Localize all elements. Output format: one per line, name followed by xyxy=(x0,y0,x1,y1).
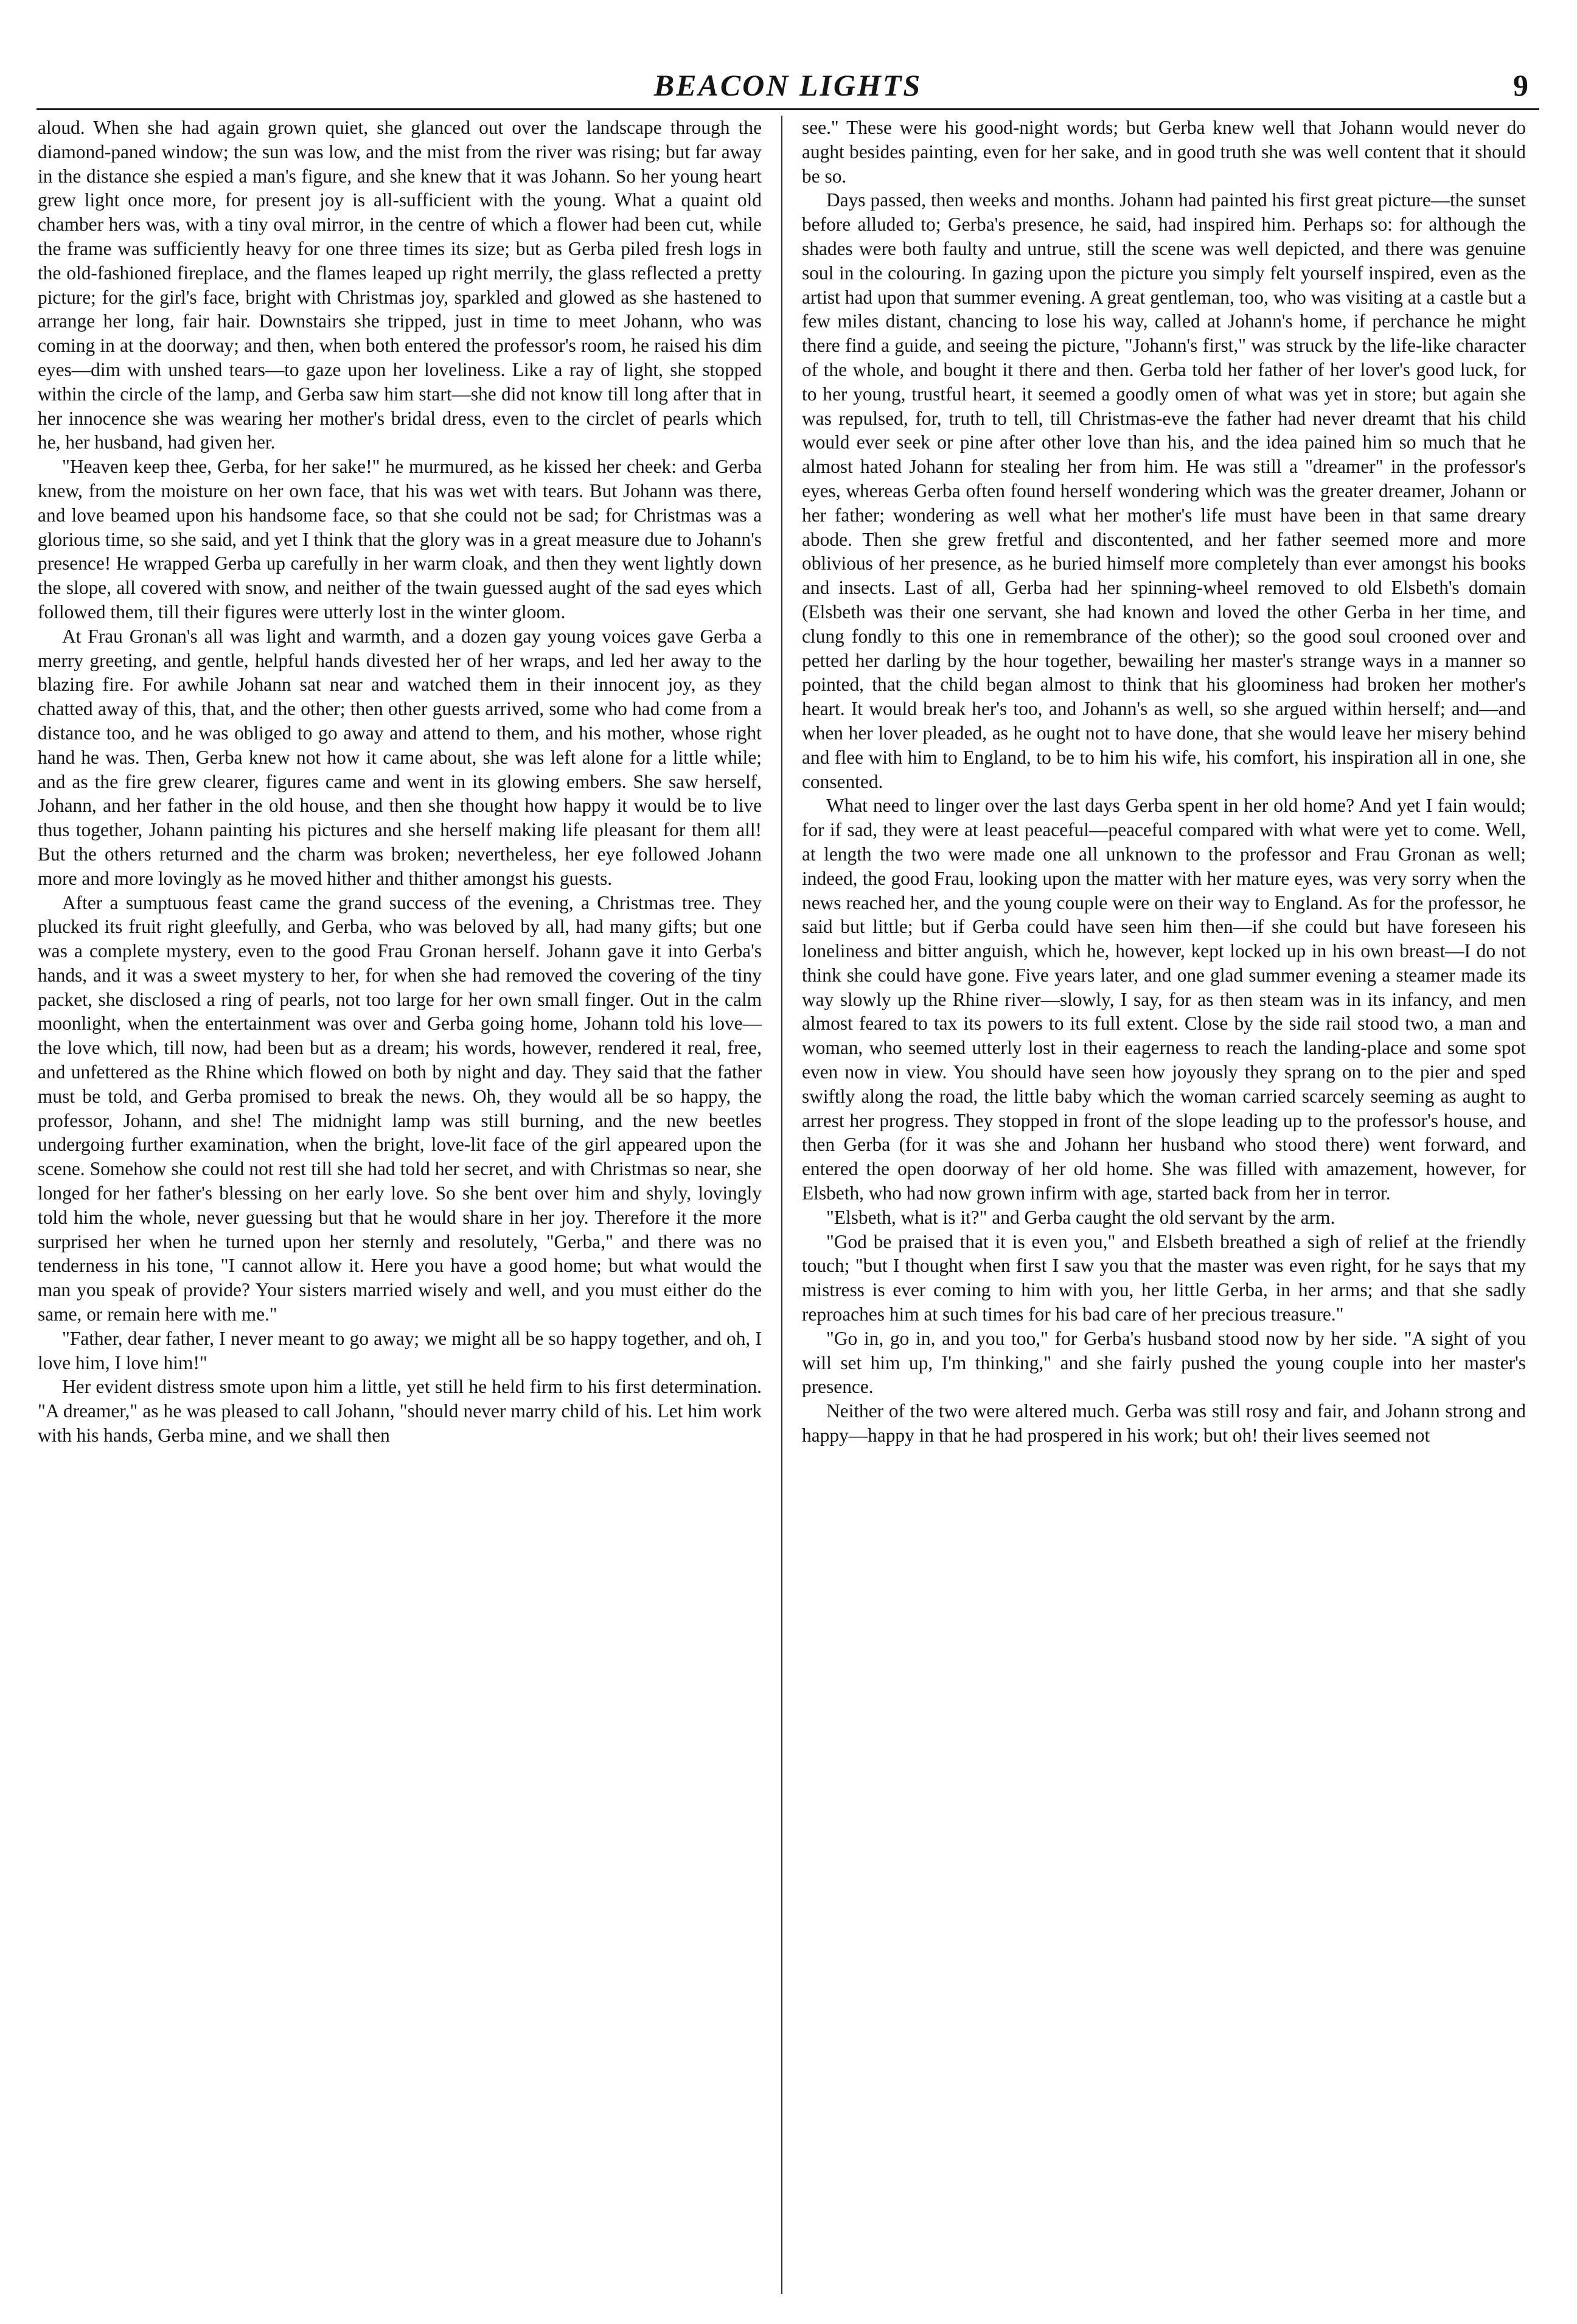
page-header xyxy=(37,67,1539,106)
paragraph: aloud. When she had again grown quiet, she glanced out over the landscape through the diamond-paned window; the sun was low, and the mist from the river was rising; but far away in the distance she espied a man's figure, and she knew that it was Johann. So her young heart grew light once more, for present joy is all-sufficient with the young. What a quaint old chamber hers was, with a tiny oval mirror, in the centre of which a flower had been cut, while the frame was sufficiently heavy for one three times its size; but as Gerba piled fresh logs in the old-fashioned fireplace, and the flames leaped up right merrily, the glass reflected a pretty picture; for the girl's face, bright with Christmas joy, sparkled and glowed as she hastened to arrange her long, fair hair. Downstairs she tripped, just in time to meet Johann, who was coming in at the doorway; and then, when both entered the professor's room, he raised his dim eyes—dim with unshed tears—to gaze upon her loveliness. Like a ray of light, she stopped within the circle of the lamp, and Gerba saw him start—she did not know till long after that in her innocence she was wearing her mother's bridal dress, even to the circlet of pearls which he, her husband, had given her. xyxy=(38,117,762,453)
left-column xyxy=(38,116,762,2306)
paragraph: Neither of the two were altered much. Gerba was still rosy and fair, and Johann strong and happy—happy in that he had prospered in his work; but oh! their lives seemed not xyxy=(802,1400,1526,1446)
paragraph: Her evident distress smote upon him a little, yet still he held firm to his first determination. "A dreamer," as he was pleased to call Johann, "should never marry child of his. Let him work with his hands, Gerba mine, and we shall then xyxy=(38,1376,762,1446)
paragraph: "Father, dear father, I never meant to go away; we might all be so happy together, and oh, I love him, I love him!" xyxy=(38,1327,762,1373)
right-column xyxy=(802,116,1526,2306)
paragraph: "Go in, go in, and you too," for Gerba's husband stood now by her side. "A sight of you will set him up, I'm thinking," and she fairly pushed the young couple into her master's presence. xyxy=(802,1327,1526,1398)
paragraph: "Heaven keep thee, Gerba, for her sake!" he murmured, as he kissed her cheek: and Gerba knew, from the moisture on her own face, that his was wet with tears. But Johann was there, and love beamed upon his handsome face, so that she could not be sad; for Christmas was a glorious time, so she said, and yet I think that the glory was in a great measure due to Johann's presence! He wrapped Gerba up carefully in her warm cloak, and then they went lightly down the slope, all covered with snow, and neither of the twain guessed aught of the sad eyes which followed them, till their figures were utterly lost in the winter gloom. xyxy=(38,456,762,623)
running-title: BEACON LIGHTS xyxy=(653,68,922,102)
paragraph: "Elsbeth, what is it?" and Gerba caught the old servant by the arm. xyxy=(826,1206,1335,1228)
paragraph: What need to linger over the last days Gerba spent in her old home? And yet I fain would; for if sad, they were at least peaceful—peaceful compared with what were yet to come. Well, at length the two were made one all unknown to the professor and Frau Gronan as well; indeed, the good Frau, looking upon the matter with her mature eyes, was very sorry when the news reached her, and the young couple were on their way to England. As for the professor, he said but little; but if Gerba could have seen him then—if she could but have foreseen his loneliness and bitter anguish, which he, however, kept locked up in his own breast—I do not think she could have gone. Five years later, and one glad summer evening a steamer made its way slowly up the Rhine river—slowly, I say, for as then steam was in its infancy, and men almost feared to tax its powers to its full extent. Close by the side rail stood two, a man and woman, who seemed utterly lost in their eagerness to reach the landing-place and some spot even now in view. You should have seen how joyously they sprang on to the pier and sped swiftly along the road, the little baby which the woman carried scarcely seeming as aught to arrest her progress. They stopped in front of the slope leading up to the professor's house, and then Gerba (for it was she and Johann her husband who stood there) went forward, and entered the open doorway of her old home. She was filled with amazement, however, for Elsbeth, who had now grown infirm with age, started back from her in terror. xyxy=(802,795,1526,1204)
paragraph: Days passed, then weeks and months. Johann had painted his first great picture—the sunset before alluded to; Gerba's presence, he said, had inspired him. Perhaps so: for although the shades were both faulty and untrue, still the scene was well depicted, and there was genuine soul in the colouring. In gazing upon the picture you simply felt yourself inspired, even as the artist had upon that summer evening. A great gentleman, too, who was visiting at a castle but a few miles distant, chancing to lose his way, called at Johann's home, if perchance he might there find a guide, and seeing the picture, "Johann's first," was struck by the life-like character of the whole, and bought it there and then. Gerba told her father of her lover's good luck, for to her young, trustful heart, it seemed a goodly omen of what was yet in store; but again she was repulsed, for, truth to tell, till Christmas-eve the father had never dreamt that his child would ever seek or pine after other love than his, and the idea pained him so much that he almost hated Johann for stealing her from him. He was still a "dreamer" in the professor's eyes, whereas Gerba often found herself wondering which was the greater dreamer, Johann or her father; wondering as well what her mother's life must have been in that same dreary abode. Then she grew fretful and discontented, and her father seemed more and more oblivious of her presence, as he buried himself more completely than ever amongst his books and insects. Last of all, Gerba had her spinning-wheel removed to old Elsbeth's domain (Elsbeth was their one servant, she had known and loved the other Gerba in her time, and clung fondly to this one in remembrance of the other); so the good soul crooned over and petted her darling by the hour together, bewailing her master's strange ways in a manner so pointed, that the child began almost to think that his gloominess had broken her mother's heart. It would break her's too, and Johann's as well, so she argued within herself; and—and when her lover pleaded, as he ought not to have done, that she would leave her misery behind and flee with him to England, to be to him his wife, his comfort, his inspiration all in one, she consented. xyxy=(802,189,1526,792)
header-rule xyxy=(37,108,1539,110)
paragraph: After a sumptuous feast came the grand success of the evening, a Christmas tree. They plucked its fruit right gleefully, and Gerba, who was beloved by all, had many gifts; but one was a complete mystery, even to the good Frau Gronan herself. Johann gave it into Gerba's hands, and it was a sweet mystery to her, for when she had removed the covering of the tiny packet, she disclosed a ring of pearls, not too large for her own small finger. Out in the calm moonlight, when the entertainment was over and Gerba going home, Johann told his love—the love which, till now, had been but as a dream; his words, however, rendered it real, free, and unfettered as the Rhine which flowed on both by night and day. They said that the father must be told, and Gerba promised to break the news. Oh, they would all be so happy, the professor, Johann, and she! The midnight lamp was still burning, and the new beetles undergoing further examination, when the bright, love-lit face of the girl appeared upon the scene. Somehow she could not rest till she had told her secret, and with Christmas so near, she longed for her father's blessing on her early love. So she bent over him and shyly, lovingly told him the whole, never guessing but that he would share in her joy. Therefore it the more surprised her when he turned upon her sternly and resolutely, "Gerba," and there was no tenderness in his tone, "I cannot allow it. Here you have a good home; but what would the man you speak of provide? Your sisters married wisely and well, and you must either do the same, or remain here with me." xyxy=(38,892,762,1325)
paragraph: see." These were his good-night words; but Gerba knew well that Johann would never do aught besides painting, even for her sake, and in good truth she was well content that it should be so. xyxy=(802,117,1526,187)
column-divider xyxy=(781,116,782,2294)
paragraph: At Frau Gronan's all was light and warmth, and a dozen gay young voices gave Gerba a merry greeting, and gentle, helpful hands divested her of her wraps, and led her away to the blazing fire. For awhile Johann sat near and watched them in their innocent joy, as they chatted away of this, that, and the other; then other guests arrived, some who had come from a distance too, and he was obliged to go away and attend to them, and his mother, whose right hand he was. Then, Gerba knew not how it came about, she was left alone for a little while; and as the fire grew clearer, figures came and went in its glowing embers. She saw herself, Johann, and her father in the old house, and then she thought how happy it would be to live thus together, Johann painting his pictures and she herself making life pleasant for them all! But the others returned and the charm was broken; nevertheless, her eye followed Johann more and more lovingly as he moved hither and thither amongst his guests. xyxy=(38,625,762,889)
paragraph: "God be praised that it is even you," and Elsbeth breathed a sigh of relief at the friendly touch; "but I thought when first I saw you that the master was even right, for he says that my mistress is ever coming to him with you, her little Gerba, in her arms; and that she sadly reproaches him at such times for his bad care of her precious treasure." xyxy=(802,1230,1526,1325)
page-number: 9 xyxy=(1513,68,1528,102)
